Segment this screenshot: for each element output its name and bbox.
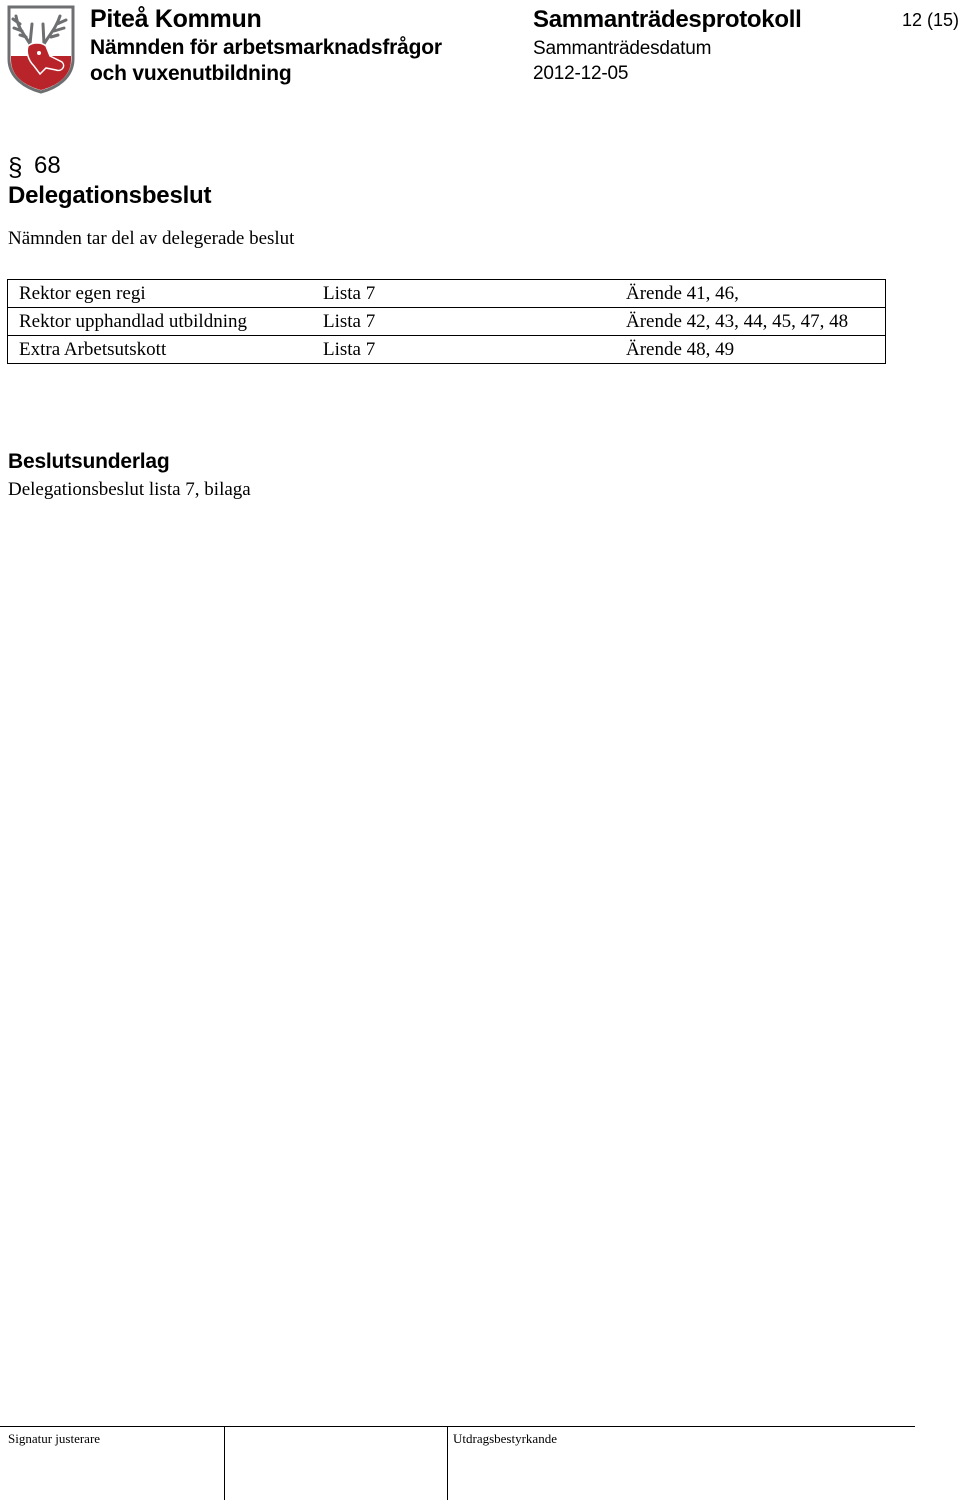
cases-cell: Ärende 42, 43, 44, 45, 47, 48	[616, 308, 886, 336]
cases-cell: Ärende 41, 46,	[616, 280, 886, 308]
table-row	[8, 308, 886, 336]
reindeer-shield-icon	[6, 4, 76, 94]
municipality-coat-of-arms-logo	[6, 4, 76, 94]
section-sign: §	[8, 152, 23, 182]
list-cell: Lista 7	[312, 280, 616, 308]
board-name-line2: och vuxenutbildning	[90, 62, 292, 85]
board-name-line1: Nämnden för arbetsmarknadsfrågor	[90, 36, 442, 59]
basis-text: Delegationsbeslut lista 7, bilaga	[8, 479, 251, 500]
footer-divider	[0, 1426, 915, 1427]
meeting-date-label: Sammanträdesdatum	[533, 38, 712, 59]
section-intro: Nämnden tar del av delegerade beslut	[8, 228, 295, 249]
section-title: Delegationsbeslut	[8, 182, 212, 209]
footer-column-divider	[447, 1426, 448, 1500]
organization-name: Piteå Kommun	[90, 5, 262, 33]
delegate-cell: Rektor upphandlad utbildning	[8, 308, 313, 336]
signature-label: Signatur justerare	[8, 1431, 101, 1446]
table-row	[8, 280, 886, 308]
extract-certification-label: Utdragsbestyrkande	[453, 1431, 557, 1446]
list-cell: Lista 7	[312, 336, 616, 364]
meeting-date: 2012-12-05	[533, 63, 629, 84]
basis-title: Beslutsunderlag	[8, 450, 170, 473]
page-number: 12 (15)	[902, 10, 960, 30]
delegate-cell: Extra Arbetsutskott	[8, 336, 313, 364]
cases-cell: Ärende 48, 49	[616, 336, 886, 364]
footer-column-divider	[224, 1426, 225, 1500]
delegation-decisions-table	[7, 279, 886, 364]
table-row	[8, 336, 886, 364]
section-number: 68	[34, 152, 61, 179]
list-cell: Lista 7	[312, 308, 616, 336]
delegate-cell: Rektor egen regi	[8, 280, 313, 308]
document-type: Sammanträdesprotokoll	[533, 6, 802, 33]
